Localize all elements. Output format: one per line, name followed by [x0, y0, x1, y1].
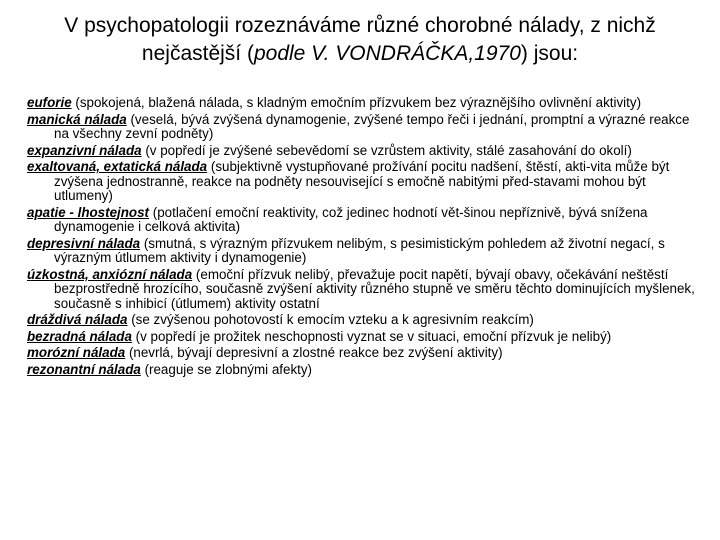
list-item [27, 144, 705, 159]
list-item [27, 206, 705, 235]
list-item [27, 268, 705, 312]
list-item [27, 113, 705, 142]
mood-list [27, 96, 705, 379]
list-item-desc: (veselá, bývá zvýšená dynamogenie, zvýšené tempo řeči i jednání, promptní a výrazné reakce na všechny zevní podněty) [54, 111, 690, 141]
list-item-term: bezradná nálada [27, 328, 132, 344]
list-item-term: depresivní nálada [27, 235, 141, 251]
list-item [27, 330, 705, 345]
list-item-term: morózní nálada [27, 345, 126, 360]
list-item-term: dráždivá nálada [27, 312, 128, 327]
list-item-term: exaltovaná, extatická nálada [27, 159, 208, 174]
list-item-desc: (nevrlá, bývají depresivní a zlostné reakce bez zvýšení aktivity) [125, 345, 503, 360]
title-text: V psychopatologii rozeznáváme různé chorobné nálady, z nichž nejčastější ( [64, 14, 656, 65]
list-item-desc: (reaguje se zlobnými afekty) [140, 361, 313, 377]
title-end: ) jsou: [520, 42, 579, 65]
list-item-desc: (se zvýšenou pohotovostí k emocím vzteku a k agresivním reakcím) [127, 312, 534, 327]
title-source: podle V. VONDRÁČKA,1970 [253, 42, 521, 65]
list-item-term: úzkostná, anxiózní nálada [27, 266, 193, 282]
list-item [27, 363, 705, 378]
list-item [27, 313, 705, 328]
list-item-desc: (v popředí je zvýšené sebevědomí se vzrůstem aktivity, stálé zasahování do okolí) [141, 142, 632, 158]
list-item-desc: (emoční přízvuk nelibý, převažuje pocit napětí, bývají obavy, očekávání neštěstí bezprostředně hrozícího, současně zvýšení aktivity různého stupně ve směru těchto dominujících myšlenek, současně s inhibicí (útlumem) aktivity ostatní [54, 266, 695, 311]
list-item-term: manická nálada [27, 111, 127, 127]
list-item [27, 96, 705, 111]
list-item-desc: (v popředí je prožitek neschopnosti vyznat se v situaci, emoční přízvuk je nelibý) [131, 328, 612, 344]
list-item-term: expanzivní nálada [27, 142, 142, 158]
list-item-desc: (spokojená, blažená nálada, s kladným emočním přízvukem bez výraznějšího ovlivnění aktivity) [71, 95, 642, 110]
list-item-desc: (subjektivně vystupňované prožívání pocitu nadšení, štěstí, akti-vita může být zvýšena jednostranně, reakce na podněty nesouvisející s emočně nabitými před-stavami mohou být utlumeny) [54, 159, 670, 203]
list-item-term: euforie [27, 95, 72, 110]
list-item-term: apatie - lhostejnost [27, 204, 150, 220]
list-item [27, 160, 705, 204]
list-item [27, 346, 705, 361]
slide-title [30, 12, 690, 68]
list-item [27, 237, 705, 266]
list-item-term: rezonantní nálada [27, 361, 141, 377]
list-item-desc: (smutná, s výrazným přízvukem nelibým, s pesimistickým pohledem až životní negací, s výrazným útlumem aktivity i dynamogenie) [54, 235, 665, 265]
list-item-desc: (potlačení emoční reaktivity, což jedinec hodnotí vět-šinou nepříznivě, bývá snížena dynamogenie i celková aktivita) [54, 204, 648, 234]
